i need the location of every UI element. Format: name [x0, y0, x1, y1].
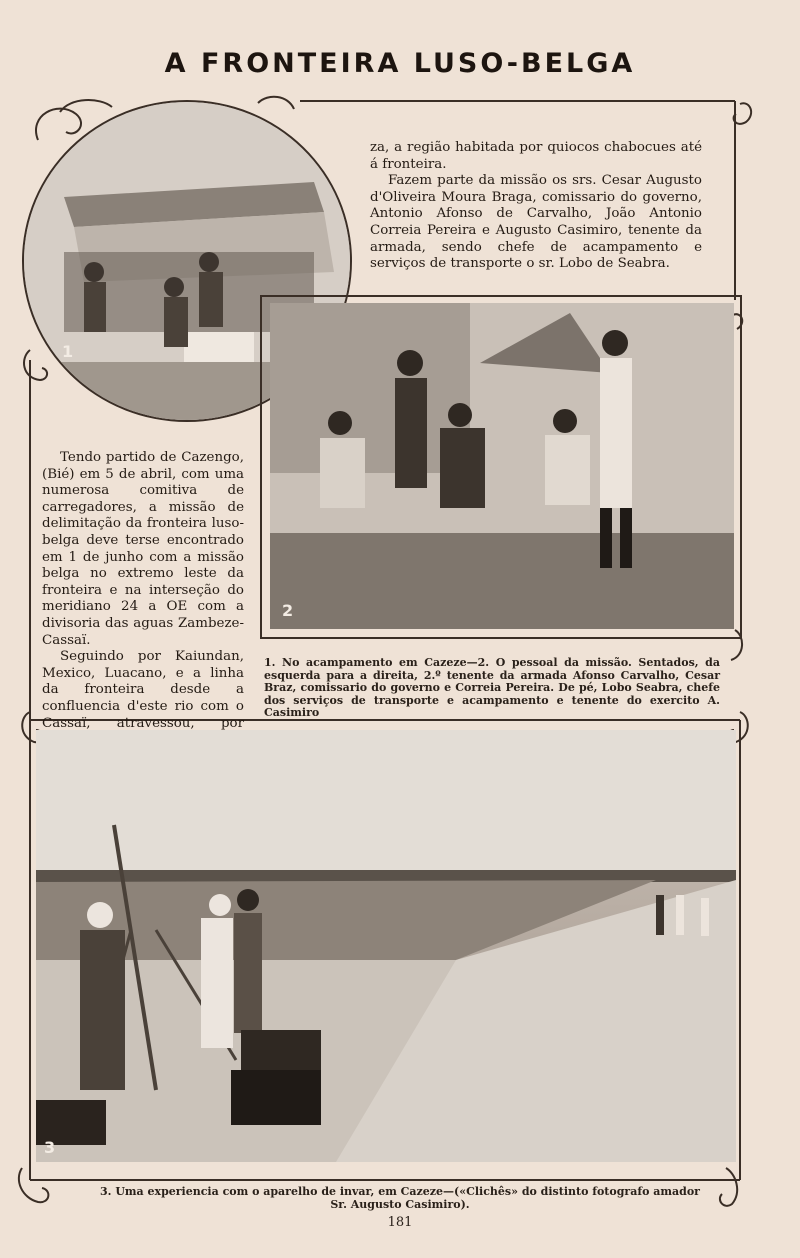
photo1-number: 1 — [62, 342, 74, 361]
photo-caption-1-2: 1. No acampamento em Cazeze—2. O pessoal da missão. Sentados, da esquerda para a direita, 2.º tenente da armada Afonso Carvalho, Cesar Braz, comissario do governo e Correia Pereira. De pé, Lobo Seabra, chefe dos serviços de transporte e acampamento e tenente do exercito A. Casimiro — [264, 656, 720, 720]
photo-caption-3 — [80, 1185, 720, 1211]
mission-staff-illustration — [270, 303, 734, 629]
article-left-column — [42, 450, 244, 749]
top-paragraph-1: za, a região habitada por quiocos chabocues até á fronteira. — [370, 140, 702, 172]
photo2-number: 2 — [282, 601, 294, 620]
photo-invar-experiment — [36, 730, 736, 1162]
page-title: A FRONTEIRA LUSO-BELGA — [164, 48, 636, 79]
photo-mission-staff — [270, 303, 734, 629]
invar-experiment-illustration — [36, 730, 736, 1162]
photo-caption-3-line-1: 3. Uma experiencia com o aparelho de invar, em Cazeze—(«Clichês» do distinto fotografo amador — [100, 1185, 700, 1198]
photo3-number: 3 — [44, 1138, 56, 1157]
article-top-right — [370, 140, 702, 273]
photo-caption-3-line-2: Sr. Augusto Casimiro). — [330, 1198, 470, 1211]
page-number: 181 — [387, 1215, 413, 1230]
left-paragraph-2: Seguindo por Kaiundan, Mexico, Luacano, e a linha da fronteira desde a confluencia d'este rio com o Cassaï, atravessou, por — [42, 649, 244, 731]
top-paragraph-2: Fazem parte da missão os srs. Cesar Augusto d'Oliveira Moura Braga, comissario do governo, Antonio Afonso de Carvalho, João Antonio Correia Pereira e Augusto Casimiro, tenente da armada, sendo chefe de acampamento e serviços de transporte o sr. Lobo de Seabra. — [370, 173, 702, 272]
left-paragraph-1: Tendo partido de Cazengo, (Bié) em 5 de abril, com uma numerosa comitiva de carregadores, a missão de delimitação da fronteira luso-belga deve terse encontrado em 1 de junho com a missão belga no extremo leste da fronteira e na interseção do meridiano 24 a OE com a divisoria das aguas Zambeze-Cassaï. — [42, 450, 244, 648]
